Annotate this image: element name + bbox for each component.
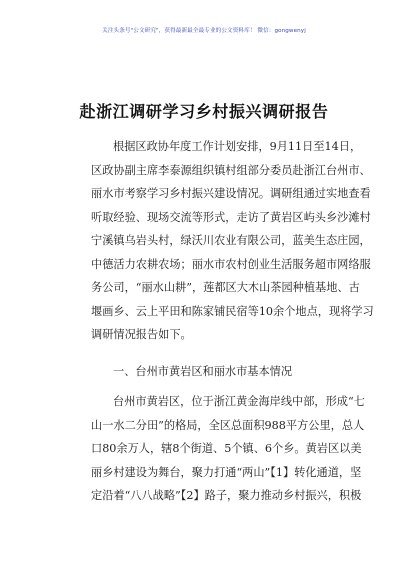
section-line: 山一水二分田”的格局，全区总面积988平方公里，总人 xyxy=(91,418,365,432)
section-heading: 一、台州市黄岩区和丽水市基本情况 xyxy=(113,365,293,378)
intro-line: 听取经验、现场交流等形式，走访了黄岩区屿头乡沙滩村 xyxy=(91,210,371,224)
section-line: 口80余万人，辖8个街道、5个镇、6个乡。黄岩区以美 xyxy=(91,442,362,455)
intro-line: 宁溪镇乌岩头村，绿沃川农业有限公司，蓝美生态庄园， xyxy=(91,234,371,247)
intro-line: 调研情况报告如下。 xyxy=(91,328,192,341)
intro-line: 务公司，“丽水山耕”，莲都区大木山茶园种植基地、古 xyxy=(91,281,360,294)
section-line: 台州市黄岩区，位于浙江黄金海岸线中部，形成“七 xyxy=(113,395,365,408)
document-title: 赴浙江调研学习乡村振兴调研报告 xyxy=(79,102,329,121)
section-line: 丽乡村建设为舞台，聚力打通“两山”【1】转化通道，坚 xyxy=(91,465,362,479)
intro-line: 根据区政协年度工作计划安排，9月11日至14日， xyxy=(113,140,362,153)
intro-paragraph xyxy=(91,135,374,347)
section-paragraph xyxy=(91,390,365,508)
section-line: 定沿着“八八战略”【2】路子，聚力推动乡村振兴，积极 xyxy=(91,489,362,502)
intro-line: 中德活力农耕农场；丽水市农村创业生活服务超市网络服 xyxy=(91,257,371,271)
header-banner: 关注头条号"公文研究"，获得最新最全最专业的公文资料库！ 微信：gongwenyj xyxy=(102,28,306,34)
intro-line: 丽水市考察学习乡村振兴建设情况。调研组通过实地查看 xyxy=(91,187,371,200)
intro-line: 区政协副主席李泰源组织镇村组部分委员赴浙江台州市、 xyxy=(91,163,371,177)
intro-line: 堰画乡、云上平田和陈家铺民宿等10余个地点，现将学习 xyxy=(91,304,374,318)
